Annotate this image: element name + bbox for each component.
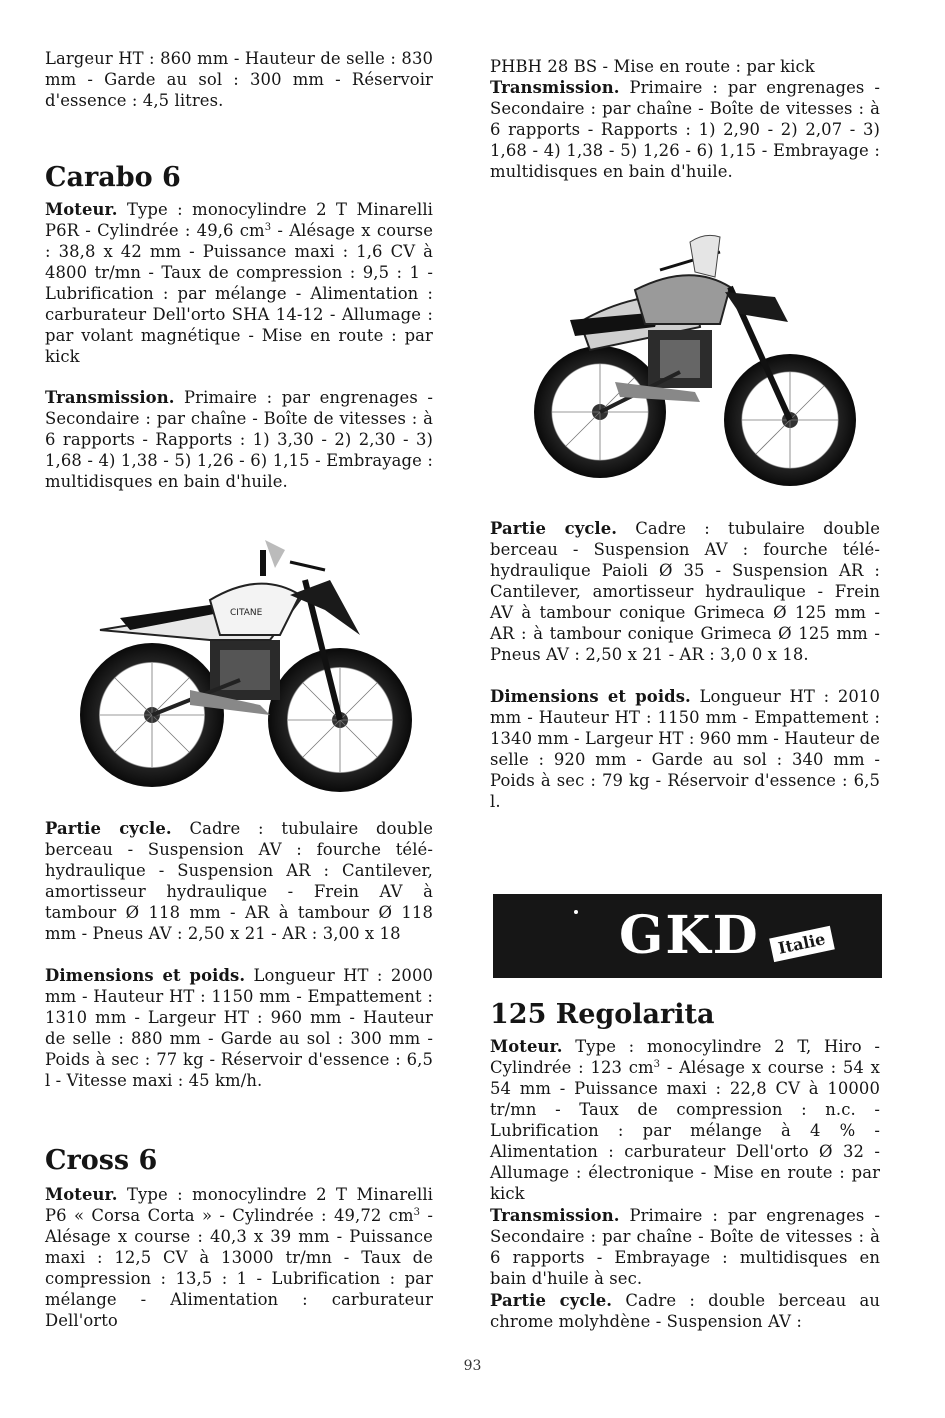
moteur-label: Moteur. bbox=[490, 1037, 563, 1056]
partie-cycle-label: Partie cycle. bbox=[490, 519, 618, 538]
carabo-partie-cycle-paragraph bbox=[45, 818, 433, 944]
moteur-label: Moteur. bbox=[45, 1185, 118, 1204]
banner-dot bbox=[574, 910, 578, 914]
cross-dimensions-paragraph bbox=[490, 686, 880, 812]
dimensions-label: Dimensions et poids. bbox=[45, 966, 246, 985]
cross-6-motorcycle-photo bbox=[520, 232, 865, 504]
cross-moteur-paragraph bbox=[45, 1184, 433, 1331]
moteur-text: Type : monocylindre 2 T Minarelli P6R - Cylindrée : 49,6 cm bbox=[45, 200, 434, 240]
partie-cycle-text: Cadre : double berceau au chrome molyhdène - Suspension AV : bbox=[490, 1291, 880, 1331]
section-title-cross-6: Cross 6 bbox=[45, 1145, 158, 1176]
transmission-label: Transmission. bbox=[45, 388, 175, 407]
cross-intro-paragraph: PHBH 28 BS - Mise en route : par kick bbox=[490, 57, 815, 76]
superscript-3: 3 bbox=[264, 222, 272, 233]
moteur-text-cont: - Alésage x course : 38,8 x 42 mm - Puissance maxi : 1,6 CV à 4800 tr/mn - Taux de compression : 9,5 : 1 - Lubrification : par mélange - Alimentation : carburateur Dell'orto SHA 14-12 - Allumage : par volant magnétique - Mise en route : par kick bbox=[45, 221, 433, 366]
transmission-text: Primaire : par engrenages - Secondaire : par chaîne - Boîte de vitesses : à 6 rapports - Rapports : 1) 2,90 - 2) 2,07 - 3) 1,68 - 4) 1,38 - 5) 1,26 - 6) 1,15 - Embrayage : multidisques en bain d'huile. bbox=[490, 78, 880, 181]
section-title-125-regolarita: 125 Regolarita bbox=[490, 999, 715, 1030]
svg-text:CITANE: CITANE bbox=[230, 608, 263, 618]
moteur-text-cont: - Alésage x course : 54 x 54 mm - Puissance maxi : 22,8 CV à 10000 tr/mn - Taux de compression : n.c. - Lubrification : par mélange à 4 % - Alimentation : carburateur Dell'orto Ø 32 - Allumage : électronique - Mise en route : par kick bbox=[490, 1058, 880, 1203]
cross-partie-cycle-paragraph bbox=[490, 518, 880, 665]
transmission-label: Transmission. bbox=[490, 1206, 620, 1225]
regolarita-transmission-paragraph bbox=[490, 1205, 880, 1289]
regolarita-partie-cycle-paragraph bbox=[490, 1290, 880, 1332]
country-tag: Italie bbox=[769, 926, 834, 962]
intro-paragraph: Largeur HT : 860 mm - Hauteur de selle : 830 mm - Garde au sol : 300 mm - Réservoir d'essence : 4,5 litres. bbox=[45, 49, 433, 110]
carabo-transmission-paragraph bbox=[45, 387, 433, 492]
carabo-moteur-paragraph bbox=[45, 199, 433, 367]
section-title-carabo-6: Carabo 6 bbox=[45, 162, 181, 193]
cross-transmission-paragraph bbox=[490, 77, 880, 182]
regolarita-moteur-paragraph bbox=[490, 1036, 880, 1204]
carabo-6-motorcycle-photo bbox=[60, 540, 432, 810]
superscript-3: 3 bbox=[653, 1059, 661, 1070]
dimensions-text: Longueur HT : 2010 mm - Hauteur HT : 1150 mm - Empattement : 1340 mm - Largeur HT : 960 mm - Hauteur de selle : 920 mm - Garde au sol : 340 mm - Poids à sec : 79 kg - Réservoir d'essence : 6,5 l. bbox=[490, 687, 880, 811]
brand-name: GKD bbox=[619, 905, 760, 966]
partie-cycle-text: Cadre : tubulaire double berceau - Suspension AV : fourche télé-hydraulique Paioli Ø 35 - Suspension AR : Cantilever, amortisseur hydraulique - Frein AV à tambour conique Grimeca Ø 125 mm - AR : à tambour conique Grimeca Ø 125 mm - Pneus AV : 2,50 x 21 - AR : 3,0 0 x 18. bbox=[490, 519, 881, 664]
partie-cycle-label: Partie cycle. bbox=[45, 819, 172, 838]
transmission-label: Transmission. bbox=[490, 78, 620, 97]
partie-cycle-label: Partie cycle. bbox=[490, 1291, 613, 1310]
partie-cycle-text: Cadre : tubulaire double berceau - Suspension AV : fourche télé-hydraulique - Suspension AR : Cantilever, amortisseur hydraulique - Frein AV à tambour Ø 118 mm - AR à tambour Ø 118 mm - Pneus AV : 2,50 x 21 - AR : 3,00 x 18 bbox=[45, 819, 434, 943]
moteur-text: Type : monocylindre 2 T, Hiro - Cylindrée : 123 cm bbox=[490, 1037, 881, 1077]
gkd-italie-banner bbox=[493, 894, 882, 978]
superscript-3: 3 bbox=[413, 1207, 421, 1218]
page-number: 93 bbox=[463, 1358, 482, 1374]
moteur-text: Type : monocylindre 2 T Minarelli P6 « Corsa Corta » - Cylindrée : 49,72 cm bbox=[45, 1185, 434, 1225]
transmission-text: Primaire : par engrenages - Secondaire : par chaîne - Boîte de vitesses : à 6 rapports - Embrayage : multidisques en bain d'huile à sec. bbox=[490, 1206, 880, 1288]
dimensions-label: Dimensions et poids. bbox=[490, 687, 691, 706]
transmission-text: Primaire : par engrenages - Secondaire : par chaîne - Boîte de vitesses : à 6 rapports - Rapports : 1) 3,30 - 2) 2,30 - 3) 1,68 - 4) 1,38 - 5) 1,26 - 6) 1,15 - Embrayage : multidisques en bain d'huile. bbox=[45, 388, 433, 491]
carabo-dimensions-paragraph bbox=[45, 965, 433, 1091]
dimensions-text: Longueur HT : 2000 mm - Hauteur HT : 1150 mm - Empattement : 1310 mm - Largeur HT : 960 mm - Hauteur de selle : 880 mm - Garde au sol : 300 mm - Poids à sec : 77 kg - Réservoir d'essence : 6,5 l - Vitesse maxi : 45 km/h. bbox=[45, 966, 433, 1090]
moteur-label: Moteur. bbox=[45, 200, 118, 219]
moteur-text-cont: - Alésage x course : 40,3 x 39 mm - Puissance maxi : 12,5 CV à 13000 tr/mn - Taux de compression : 13,5 : 1 - Lubrification : par mélange - Alimentation : carburateur Dell'orto bbox=[45, 1206, 434, 1330]
